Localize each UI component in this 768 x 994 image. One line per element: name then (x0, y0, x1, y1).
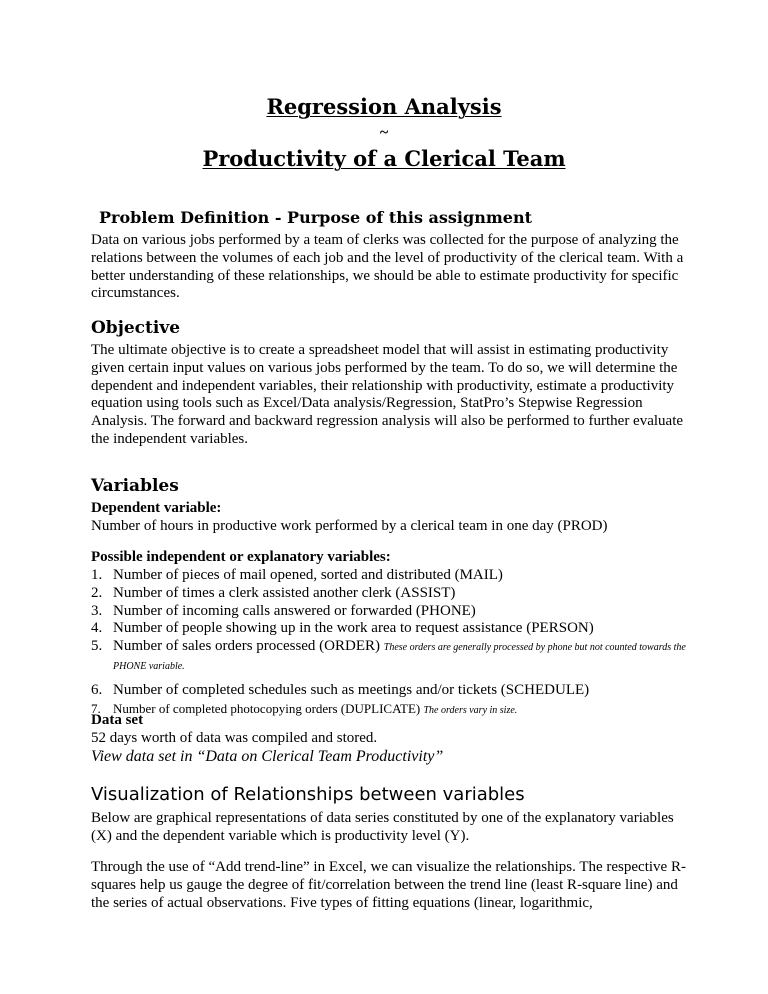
visualization-para-2: Through the use of “Add trend-line” in Excel, we can visualize the relationships. The respective R-squares help us gauge the degree of fit/correlation between the trend line (least R-square line) and the series of actual observations. Five types of fitting equations (linear, logarithmic, (91, 859, 686, 911)
list-item: 5. Number of sales orders processed (ORDER) These orders are generally processed by phone but not counted towards the PHONE variable. (91, 638, 686, 672)
visualization-heading: Visualization of Relationships between variables (91, 784, 525, 805)
dataset-link[interactable]: View data set in “Data on Clerical Team Productivity” (91, 748, 444, 765)
variables-heading: Variables (91, 476, 179, 496)
list-item-note: The orders vary in size. (423, 704, 518, 716)
dependent-variable-label: Dependent variable: (91, 500, 222, 516)
dependent-variable-text: Number of hours in productive work performed by a clerical team in one day (PROD) (91, 518, 608, 534)
list-item: 6. Number of completed schedules such as meetings and/or tickets (SCHEDULE) (91, 681, 590, 698)
dataset-text: 52 days worth of data was compiled and stored. (91, 730, 378, 746)
list-item-note: These orders are generally processed by phone but not counted towards the PHONE variable. (113, 642, 686, 672)
dataset-label: Data set (91, 712, 144, 728)
visualization-para-1: Below are graphical representations of data series constituted by one of the explanatory variables (X) and the dependent variable which is productivity level (Y). (91, 810, 674, 844)
document-title: Regression Analysis (266, 94, 502, 119)
independent-variables-label: Possible independent or explanatory variables: (91, 549, 391, 565)
problem-body: Data on various jobs performed by a team of clerks was collected for the purpose of analyzing the relations between the volumes of each job and the level of productivity of the clerical team. With a better understanding of these relationships, we should be able to estimate productivity for specific circumstances. (91, 232, 684, 302)
problem-heading: Problem Definition - Purpose of this assignment (99, 208, 532, 227)
list-item: 4. Number of people showing up in the work area to request assistance (PERSON) (91, 620, 594, 637)
objective-heading: Objective (91, 318, 181, 338)
document-subtitle: Productivity of a Clerical Team (202, 146, 566, 171)
list-item: 7. Number of completed photocopying orders (DUPLICATE) The orders vary in size. (91, 700, 518, 716)
independent-variables-list (91, 567, 711, 719)
objective-body: The ultimate objective is to create a spreadsheet model that will assist in estimating productivity given certain input values on various jobs performed by the team. To do so, we will determine the dependent and independent variables, their relationship with productivity, estimate a productivity equation using tools such as Excel/Data analysis/Regression, StatPro’s Stepwise Regression Analysis. The forward and backward regression analysis will also be performed to further evaluate the independent variables. (91, 342, 684, 447)
list-item: 3. Number of incoming calls answered or forwarded (PHONE) (91, 602, 476, 619)
list-item: 1. Number of pieces of mail opened, sorted and distributed (MAIL) (91, 567, 503, 583)
list-item: 2. Number of times a clerk assisted another clerk (ASSIST) (91, 584, 456, 601)
title-separator: ~ (379, 124, 389, 141)
